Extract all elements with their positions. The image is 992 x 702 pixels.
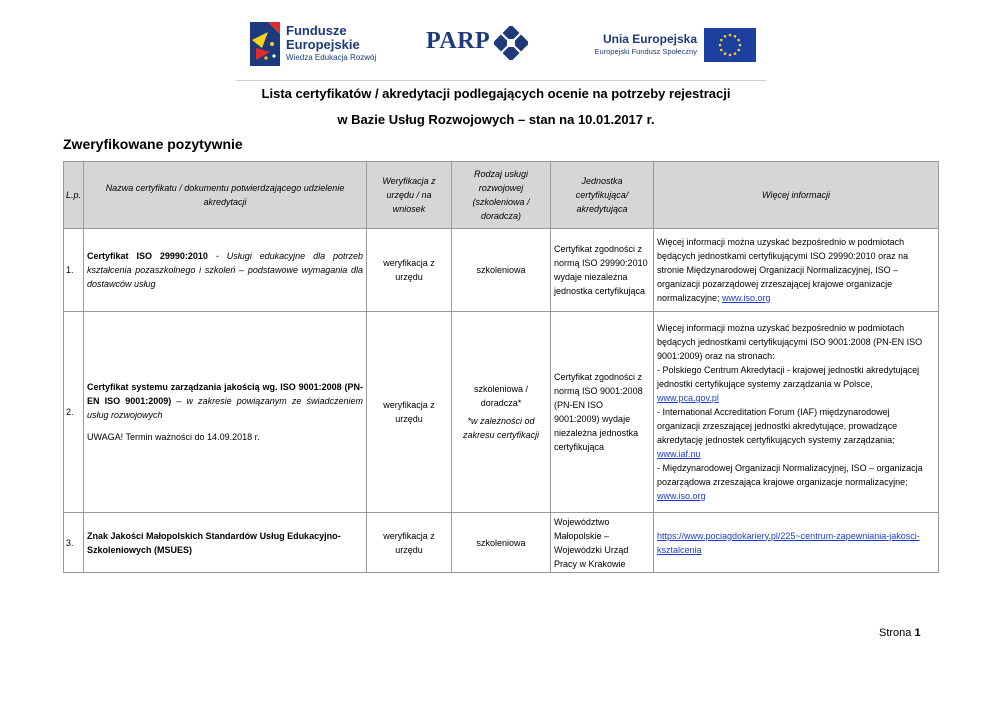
document-title-line1: Lista certyfikatów / akredytacji podlegających ocenie na potrzeby rejestracji [261,86,731,101]
eu-logo-line2: Europejski Fundusz Społeczny [594,47,697,56]
row-service-note: *w zależności od zakresu certyfikacji [463,416,540,440]
header-verification: Weryfikacja z urzędu / na wniosek [367,162,452,229]
parp-emblem-icon [494,26,528,60]
row-unit: Województwo Małopolskie – Wojewódzki Urząd Pracy w Krakowie [551,513,654,573]
header-service-type: Rodzaj usługi rozwojowej (szkoleniowa / doradcza) [452,162,551,229]
row-service-type: szkoleniowa [452,513,551,573]
parp-logo [426,26,536,62]
row-lp: 2. [64,312,84,513]
row-verification: weryfikacja z urzędu [367,312,452,513]
table-row [64,229,939,312]
row-info-cell [654,229,939,312]
iaf-link[interactable]: www.iaf.nu [657,449,701,459]
fe-logo-line3: Wiedza Edukacja Rozwój [286,53,377,62]
iso-link[interactable]: www.iso.org [722,293,771,303]
row-name-bold: Certyfikat systemu zarządzania jakością wg. ISO 9001:2008 (PN-EN ISO 9001:2009) [87,382,364,406]
row-warning: UWAGA! Termin ważności do 14.09.2018 r. [87,432,260,442]
row-name-description: - Usługi edukacyjne dla potrzeb kształcenia pozaszkolnego i szkoleń – podstawowe wymagania dla dostawców usług [87,251,364,289]
page-number: 1 [914,627,921,639]
logo-bar [236,8,766,81]
eu-logo-line1: Unia Europejska [602,32,697,46]
row-service-type: szkoleniowa / doradcza* [474,384,529,408]
header-name: Nazwa certyfikatu / dokumentu potwierdzającego udzielenie akredytacji [84,162,367,229]
row-verification: weryfikacja z urzędu [367,513,452,573]
row-verification: weryfikacja z urzędu [367,229,452,312]
row-name-cell [84,513,367,573]
fundusze-europejskie-emblem-icon [246,18,282,68]
table-header-row [64,162,939,229]
row-name-cell [84,312,367,513]
eu-flag-icon [704,28,756,62]
row-name-description: – w zakresie powiązanym ze świadczeniem usług rozwojowych [87,396,364,420]
row-unit: Certyfikat zgodności z normą ISO 29990:2010 wydaje niezależna jednostka certyfikująca [551,229,654,312]
row-lp: 1. [64,229,84,312]
row-name-bold: Certyfikat ISO 29990:2010 [87,251,208,261]
row-service-type: szkoleniowa [452,229,551,312]
row-info-item-iso: - Międzynarodowej Organizacji Normalizacyjnej, ISO – organizacja pozarządowa zrzeszająca krajowe organizacje normalizacyjne; [657,463,923,487]
table-row [64,513,939,573]
row-info-item-pca: - Polskiego Centrum Akredytacji - krajowej jednostki akredytującej jednostki certyfikujące systemy zarządzania w Polsce, [657,365,920,389]
fe-logo-line1: Fundusze [286,23,347,38]
row-unit: Certyfikat zgodności z normą ISO 9001:2008 (PN-EN ISO 9001:2009) wydaje niezależna jednostka certyfikująca [551,312,654,513]
fundusze-europejskie-logo [246,18,416,70]
row-service-type-cell [452,312,551,513]
pociagdokariery-link[interactable]: https://www.pociagdokariery.pl/225~centrum-zapewniania-jakosci-ksztalcenia [657,530,920,555]
row-info-intro: Więcej informacji można uzyskać bezpośrednio w podmiotach będących jednostkami certyfikującymi ISO 9001:2008 (PN-EN ISO 9001:2009) oraz na stronach: [657,323,923,361]
table-row [64,312,939,513]
unia-europejska-logo [571,24,761,64]
row-name-cell [84,229,367,312]
row-info-text: Więcej informacji można uzyskać bezpośrednio w podmiotach będących jednostkami certyfikującymi ISO 29990:2010 oraz na stronie Międzynarodowej Organizacji Normalizacyjnej, ISO – organizacji pozarządowej zrzeszającej krajowe organizacje normalizacyjne; [657,237,909,303]
certificates-table [63,161,939,573]
page-label: Strona [879,627,912,639]
row-name-bold: Znak Jakości Małopolskich Standardów Usług Edukacyjno-Szkoleniowych (MSUES) [87,530,341,555]
header-unit: Jednostka certyfikująca/ akredytująca [551,162,654,229]
page-footer [879,627,921,639]
iso-link[interactable]: www.iso.org [657,491,706,501]
row-info-cell [654,312,939,513]
row-info-cell [654,513,939,573]
header-info: Więcej informacji [654,162,939,229]
row-lp: 3. [64,513,84,573]
pca-link[interactable]: www.pca.gov.pl [657,393,719,403]
document-title-line2: w Bazie Usług Rozwojowych – stan na 10.01.2017 r. [337,112,655,127]
header-lp: L.p. [64,162,84,229]
parp-logo-text: PARP [426,28,491,54]
section-title: Zweryfikowane pozytywnie [63,136,243,152]
row-info-item-iaf: - International Accreditation Forum (IAF) międzynarodowej organizacji zrzeszającej jednostki akredytujące, prowadzące akredytację jednostek certyfikujących systemy zarządzania; [657,407,898,445]
fe-logo-line2: Europejskie [286,37,360,52]
